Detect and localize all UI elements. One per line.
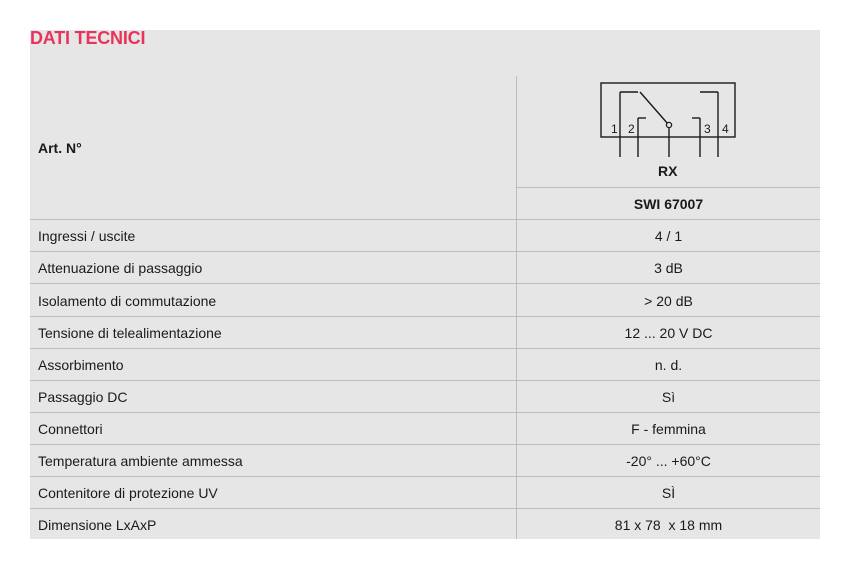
pin-2-label: 2 bbox=[628, 122, 635, 136]
row-divider bbox=[30, 508, 820, 509]
section-title: DATI TECNICI bbox=[30, 28, 146, 48]
row-divider bbox=[30, 444, 820, 445]
spec-label: Ingressi / uscite bbox=[38, 228, 136, 244]
spec-label: Isolamento di commutazione bbox=[38, 293, 217, 309]
spec-label: Passaggio DC bbox=[38, 389, 128, 405]
row-divider bbox=[30, 251, 820, 252]
article-label: Art. N° bbox=[38, 140, 82, 156]
pin-4-label: 4 bbox=[722, 122, 729, 136]
spec-value: n. d. bbox=[654, 357, 683, 373]
row-divider bbox=[30, 476, 820, 477]
pin-1-label: 1 bbox=[611, 122, 618, 136]
row-divider bbox=[30, 380, 820, 381]
row-divider bbox=[30, 348, 820, 349]
spec-label: Temperatura ambiente ammessa bbox=[38, 453, 243, 469]
spec-value: 3 dB bbox=[654, 260, 683, 276]
row-divider bbox=[30, 283, 820, 284]
spec-label: Contenitore di protezione UV bbox=[38, 485, 218, 501]
spec-value: 81 x 78 x 18 mm bbox=[614, 517, 723, 533]
spec-value: 12 ... 20 V DC bbox=[624, 325, 713, 341]
row-divider bbox=[517, 187, 820, 188]
spec-value: F - femmina bbox=[631, 421, 706, 437]
row-divider bbox=[30, 219, 820, 220]
pin-3-label: 3 bbox=[704, 122, 711, 136]
spec-label: Attenuazione di passaggio bbox=[38, 260, 203, 276]
spec-value: Sì bbox=[661, 389, 676, 405]
row-divider bbox=[30, 316, 820, 317]
spec-value: SÌ bbox=[661, 485, 676, 501]
spec-label: Connettori bbox=[38, 421, 103, 437]
spec-value: -20° ... +60°C bbox=[626, 453, 711, 469]
spec-label: Tensione di telealimentazione bbox=[38, 325, 222, 341]
spec-value: > 20 dB bbox=[644, 293, 693, 309]
article-code: SWI 67007 bbox=[633, 196, 704, 212]
switch-schematic-icon bbox=[600, 80, 740, 180]
spec-value: 4 / 1 bbox=[654, 228, 683, 244]
schematic-rx-label: RX bbox=[658, 163, 678, 179]
spec-label: Assorbimento bbox=[38, 357, 124, 373]
row-divider bbox=[30, 412, 820, 413]
spec-label: Dimensione LxAxP bbox=[38, 517, 157, 533]
